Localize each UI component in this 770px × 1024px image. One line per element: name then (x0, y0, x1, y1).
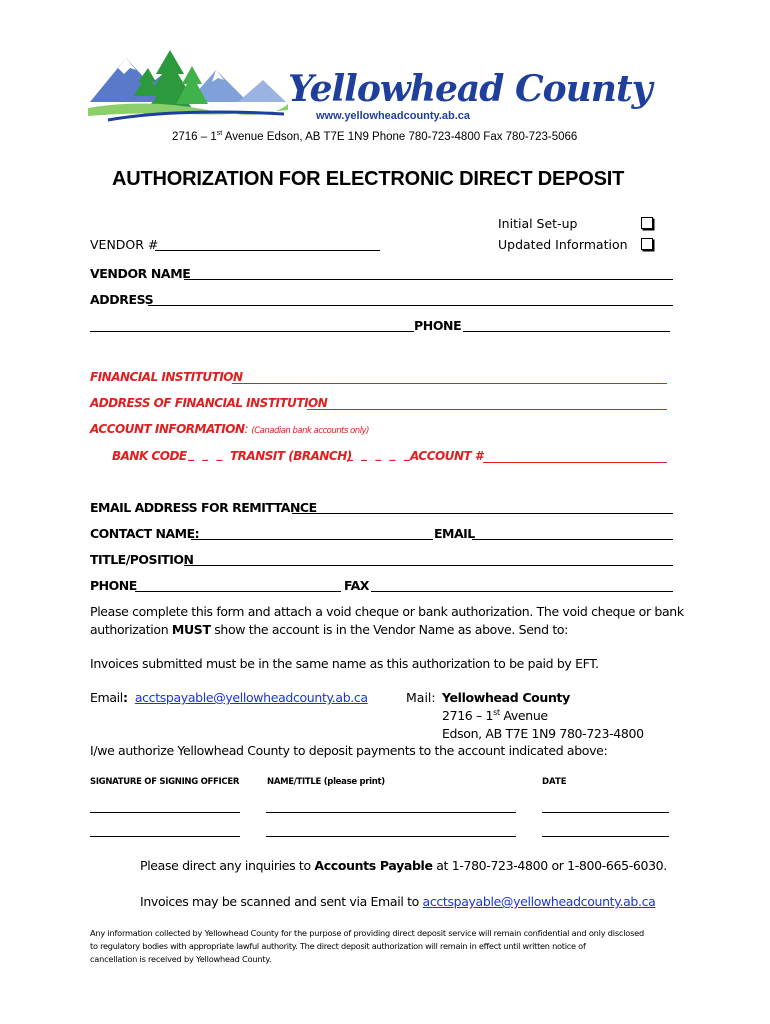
scanned-email-link[interactable]: acctspayable@yellowheadcounty.ab.ca (422, 894, 656, 909)
phone-label: PHONE (414, 318, 462, 333)
phone2-field[interactable] (135, 591, 341, 592)
transit-label: TRANSIT (BRANCH) (230, 449, 352, 463)
address-field-line2[interactable] (90, 331, 414, 332)
signature-column-header: SIGNATURE OF SIGNING OFFICER (90, 777, 240, 787)
fi-address-field[interactable] (307, 409, 667, 410)
logo-title: Yellowhead County (288, 68, 652, 110)
signature-field-2[interactable] (90, 836, 240, 837)
date-field-1[interactable] (542, 812, 669, 813)
email-contact: Email: acctspayable@yellowheadcounty.ab.ca (90, 690, 368, 705)
header-address: 2716 – 1st Avenue Edson, AB T7E 1N9 Phone 780-723-4800 Fax 780-723-5066 (172, 130, 578, 143)
account-number-label: ACCOUNT # (410, 449, 483, 463)
fi-address-label: ADDRESS OF FINANCIAL INSTITUTION (90, 396, 328, 410)
title-position-label: TITLE/POSITION (90, 552, 194, 567)
fax-label: FAX (344, 578, 369, 593)
contact-name-label: CONTACT NAME: (90, 526, 200, 541)
disclaimer-line3: cancellation is received by Yellowhead County. (90, 954, 272, 964)
financial-institution-label: FINANCIAL INSTITUTION (90, 370, 243, 384)
ap-email-link[interactable]: acctspayable@yellowheadcounty.ab.ca (134, 690, 368, 705)
mail-name: Yellowhead County (442, 690, 570, 705)
vendor-number-label: VENDOR # (90, 237, 159, 252)
inquiries-line: Please direct any inquiries to Accounts Payable at 1-780-723-4800 or 1-800-665-6030. (140, 858, 667, 873)
mountain-tree-logo-icon (88, 44, 288, 128)
mail-label: Mail: (406, 690, 436, 705)
vendor-number-field[interactable] (155, 250, 380, 251)
phone2-label: PHONE (90, 578, 137, 593)
financial-institution-field[interactable] (232, 383, 667, 384)
phone-field[interactable] (463, 331, 670, 332)
logo-website: www.yellowheadcounty.ab.ca (316, 110, 471, 122)
contact-name-field[interactable] (191, 539, 433, 540)
bank-code-field[interactable]: _ _ _ (188, 447, 225, 461)
form-title: AUTHORIZATION FOR ELECTRONIC DIRECT DEPOSIT (112, 168, 625, 190)
scanned-line: Invoices may be scanned and sent via Email to acctspayable@yellowheadcounty.ab.ca (140, 894, 656, 909)
fax-field[interactable] (371, 591, 673, 592)
bank-code-label: BANK CODE (112, 449, 187, 463)
instructions-line1: Please complete this form and attach a void cheque or bank authorization. The void cheque or bank (90, 604, 684, 619)
email-label: EMAIL (434, 526, 475, 541)
email-field[interactable] (472, 539, 673, 540)
authorize-statement: I/we authorize Yellowhead County to deposit payments to the account indicated above: (90, 743, 608, 758)
yellowhead-county-logo (88, 44, 652, 128)
updated-info-label: Updated Information (498, 237, 628, 252)
account-info-label: ACCOUNT INFORMATION: (Canadian bank accounts only) (90, 422, 369, 436)
name-title-column-header: NAME/TITLE (please print) (267, 777, 385, 787)
updated-info-checkbox[interactable] (641, 238, 653, 250)
date-column-header: DATE (542, 777, 567, 787)
instructions-line2: authorization MUST show the account is in the Vendor Name as above. Send to: (90, 622, 569, 637)
invoices-same-name: Invoices submitted must be in the same name as this authorization to be paid by EFT. (90, 656, 599, 671)
address-field[interactable] (148, 305, 673, 306)
initial-setup-checkbox[interactable] (641, 217, 653, 229)
email-remittance-field[interactable] (292, 513, 673, 514)
email-remittance-label: EMAIL ADDRESS FOR REMITTANCE (90, 500, 317, 515)
disclaimer-line2: to regulatory bodies with appropriate lawful authority. The direct deposit authorization will remain in effect until written notice of (90, 941, 586, 951)
disclaimer-line1: Any information collected by Yellowhead County for the purpose of providing direct deposit service will remain confidential and only disclosed (90, 928, 644, 938)
vendor-name-field[interactable] (184, 279, 673, 280)
vendor-name-label: VENDOR NAME (90, 266, 191, 281)
name-title-field-1[interactable] (266, 812, 516, 813)
initial-setup-label: Initial Set-up (498, 216, 578, 231)
mail-city: Edson, AB T7E 1N9 780-723-4800 (442, 726, 644, 741)
date-field-2[interactable] (542, 836, 669, 837)
account-number-field[interactable] (483, 462, 667, 463)
transit-field[interactable]: _ _ _ _ _ (347, 447, 412, 461)
name-title-field-2[interactable] (266, 836, 516, 837)
signature-field-1[interactable] (90, 812, 240, 813)
title-position-field[interactable] (184, 565, 673, 566)
mail-street: 2716 – 1st Avenue (442, 708, 548, 724)
address-label: ADDRESS (90, 292, 154, 307)
